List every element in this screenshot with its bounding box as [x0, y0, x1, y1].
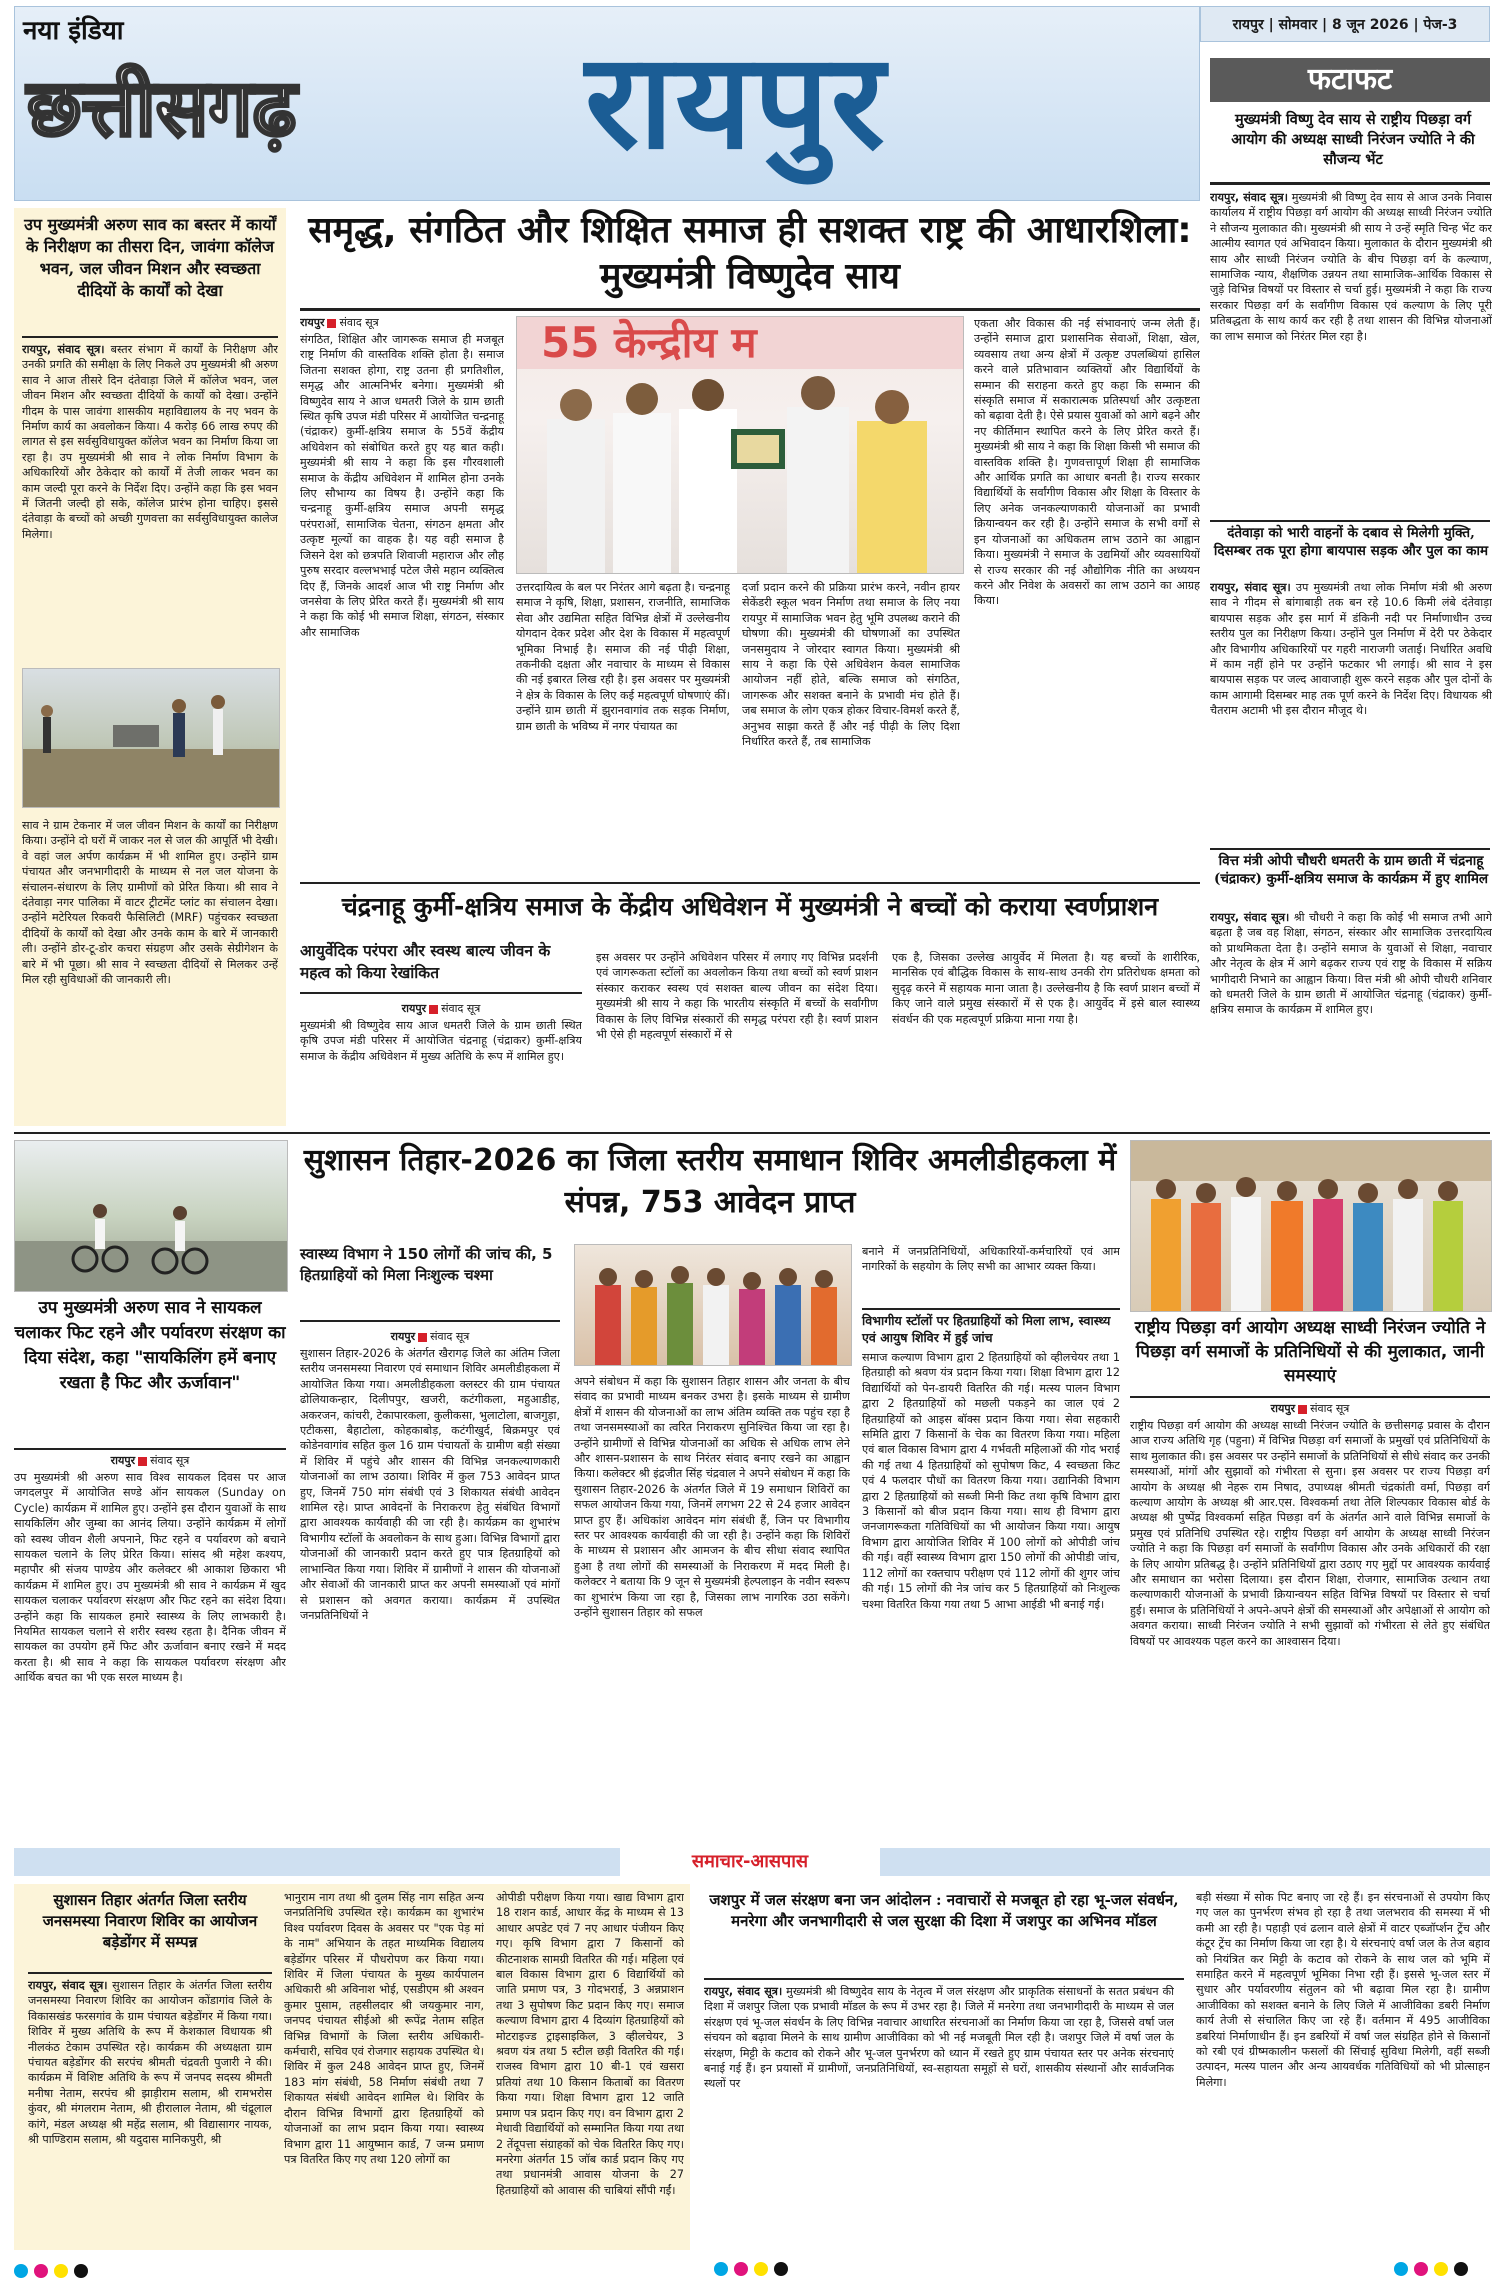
- cycle-body: रायपुर संवाद सूत्र उप मुख्यमंत्री श्री अरुण साव विश्व सायकल दिवस पर आज जगदलपुर में आयोजित सण्डे ऑन सायकल (Sunday on Cycle) कार्यक्रम में शामिल हुए। उन्होंने इस दौरान युवाओं के साथ सायकिलिंग और जुम्बा का आनंद लिया। उन्होंने कार्यक्रम में लोगों को स्वस्थ जीवन शैली अपनाने, फिट रहने व पर्यावरण को बचाने सायकल चलाने के लिए प्रेरित किया। सांसद श्री महेश कश्यप, महापौर श्री संजय पाण्डेय और कलेक्टर श्री आकाश छिकारा भी कार्यक्रम में शामिल हुए। उप मुख्यमंत्री श्री साव ने कार्यक्रम में खुद सायकल चलाकर पर्यावरण संरक्षण और फिट रहने का संदेश दिया। उन्होंने कहा कि सायकल हमारे स्वास्थ्य के लिए लाभकारी है। नियमित सायकल चलाने से शरीर स्वस्थ रहता है। दैनिक जीवन में सायकल का उपयोग हमें फिट और ऊर्जावान बनाए रखने में मदद करता है। श्री साव ने कहा कि सायकल पर्यावरण संरक्षण और आर्थिक बचत का भी एक सरल माध्यम है।: [14, 1454, 286, 1685]
- swarn-byline: रायपुर संवाद सूत्र: [401, 1002, 481, 1015]
- lead-col-3: दर्जा प्रदान करने की प्रक्रिया प्रारंभ करने, नवीन हायर सेकेंडरी स्कूल भवन निर्माण तथा समाज के लिए नया रायपुर में सामाजिक भवन हेतु भूमि उपलब्ध कराने की घोषणा की। मुख्यमंत्री की घोषणाओं का उपस्थित जनसमुदाय ने जोरदार स्वागत किया। मुख्यमंत्री श्री साय ने कहा कि ऐसे अधिवेशन केवल सामाजिक आयोजन नहीं होते, बल्कि समाज को संगठित, जागरूक और सशक्त बनाने के प्रभावी मंच होते हैं। जब समाज के लोग एकत्र होकर विचार-विमर्श करते हैं, अनुभव साझा करते हैं और नई पीढ़ी के लिए दिशा निर्धारित करते हैं, तब सामाजिक: [742, 581, 960, 749]
- sushasan-headline: सुशासन तिहार-2026 का जिला स्तरीय समाधान शिविर अमलीडीहकला में संपन्न, 753 आवेदन प्राप्त: [303, 1143, 1117, 1220]
- aaspaas-story2-rule: [704, 1978, 1184, 1980]
- cycle-photo-art: [15, 1141, 287, 1291]
- aaspaas-story1-col-3: ओपीडी परीक्षण किया गया। खाद्य विभाग द्वारा 18 राशन कार्ड, आधार केंद्र के माध्यम से 13 आधार अपडेट एवं 7 नए आधार पंजीयन किए गए। कृषि विभाग द्वारा 7 किसानों को कीटनाशक सामग्री वितरित की गई। महिला एवं बाल विकास विभाग द्वारा 6 विद्यार्थियों को जाति प्रमाण पत्र, 3 गोदभराई, 3 अन्नप्राशन तथा 3 सुपोषण किट प्रदान किए गए। समाज कल्याण विभाग द्वारा 4 दिव्यांग हितग्राहियों को मोटराइज्ड ट्राइसाइकिल, 3 व्हीलचेयर, 3 श्रवण यंत्र तथा 5 स्टील छड़ी वितरित की गई। राजस्व विभाग द्वारा 10 बी-1 एवं खसरा प्रतियां तथा 10 किसान किताबों का वितरण किया गया। शिक्षा विभाग द्वारा 12 जाति प्रमाण पत्र प्रदान किए गए। वन विभाग द्वारा 2 मेधावी विद्यार्थियों को सम्मानित किया गया तथा 2 तेंदूपत्ता संग्राहकों को चेक वितरित किए गए। मनरेगा अंतर्गत 15 जॉब कार्ड प्रदान किए गए तथा प्रधानमंत्री आवास योजना के 27 हितग्राहियों को आवास की चाबियां सौंपी गईं।: [496, 1891, 684, 2197]
- lead-headline: समृद्ध, संगठित और शिक्षित समाज ही सशक्त राष्ट्र की आधारशिला: मुख्यमंत्री विष्णुदेव साय: [308, 210, 1192, 297]
- sushasan-photo-art: [575, 1245, 851, 1365]
- swarn-col-3: एक है, जिसका उल्लेख आयुर्वेद में मिलता है। यह बच्चों के शारीरिक, मानसिक एवं बौद्धिक विकास के साथ-साथ उनकी रोग प्रतिरोधक क्षमता को सुदृढ़ करने में सहायक माना जाता है। उल्लेखनीय है कि स्वर्ण प्राशन बच्चों में किए जाने वाले प्रमुख संस्कारों में से एक है। आयुर्वेद में इसे बाल स्वास्थ्य संवर्धन की एक महत्वपूर्ण प्रक्रिया माना गया है।: [892, 951, 1200, 1026]
- niranjan-byline: रायपुर संवाद सूत्र: [1270, 1402, 1350, 1415]
- phatafat-lead-headline: मुख्यमंत्री विष्णु देव साय से राष्ट्रीय पिछड़ा वर्ग आयोग की अध्यक्ष साध्वी निरंजन ज्योति ने की सौजन्य भेंट: [1231, 111, 1475, 168]
- sushasan-col3-rule: [862, 1308, 1120, 1310]
- cycle-byline: रायपुर संवाद सूत्र: [110, 1454, 190, 1467]
- sav-college-photo: [22, 668, 280, 808]
- cycle-rule: [14, 1448, 286, 1450]
- masthead: [14, 6, 1200, 201]
- sushasan-col-1: रायपुर संवाद सूत्र सुशासन तिहार-2026 के अंतर्गत खैरागढ़ जिले का अंतिम जिला स्तरीय जनसमस्या निवारण एवं समाधान शिविर अमलीडीहकला में आयोजित किया गया। अमलीडीहकला क्लस्टर की ग्राम पंचायत ढोलियाकन्हार, दिलीपपुर, खजरी, कटंगीकला, महुआडीह, अकरजन, कांचरी, टेकापारकला, कुलीकसा, भुलाटोला, बाजगुड़ा, एटीकसा, बैहाटोला, कोहकाबोड़, कटंगीखुर्द, बिक्रमपुर एवं कोडेनवागांव सहित कुल 16 ग्राम पंचायतों के ग्रामीण बड़ी संख्या में शिविर में पहुंचे और शासन की विभिन्न जनकल्याणकारी योजनाओं का लाभ उठाया। शिविर में कुल 753 आवेदन प्राप्त हुए, जिनमें 750 मांग संबंधी एवं 3 शिकायत संबंधी आवेदन शामिल रहे। प्राप्त आवेदनों के निराकरण हेतु संबंधित विभागों द्वारा आवश्यक कार्यवाही की जा रही है। कार्यक्रम का शुभारंभ विभागीय स्टॉलों के अवलोकन के साथ हुआ। विभिन्न विभागों द्वारा योजनाओं की जानकारी प्रदान करते हुए पात्र हितग्राहियों को लाभान्वित किया गया। शिविर में ग्रामीणों ने शासन की योजनाओं और सेवाओं की जानकारी प्राप्त कर अपनी समस्याओं एवं मांगों से प्रशासन को अवगत कराया। कार्यक्रम में उपस्थित जनप्रतिनिधियों ने: [300, 1330, 560, 1622]
- phatafat-lead-rule: [1210, 182, 1490, 185]
- niranjan-photo-art: [1131, 1141, 1491, 1311]
- phatafat-third-headline: वित्त मंत्री ओपी चौधरी धमतरी के ग्राम छाती में चंद्रनाहू (चंद्राकर) कुर्मी-क्षत्रिय समाज के कार्यक्रम में हुए शामिल: [1213, 853, 1489, 887]
- city-title: रायपुर: [585, 25, 887, 179]
- sav-body-1: रायपुर, संवाद सूत्र। बस्तर संभाग में कार्यों के निरीक्षण और उनकी प्रगति की समीक्षा के लिए निकले उप मुख्यमंत्री श्री अरुण साव ने आज तीसरे दिन दंतेवाड़ा जिले में कॉलेज भवन, जल जीवन मिशन और स्वच्छता दीदियों के कार्यों को देखा। उन्होंने गीदम के पास जावंगा शासकीय महाविद्यालय के नए भवन के निर्माण कार्य का अवलोकन किया। 4 करोड़ 66 लाख रुपए की लागत से इस सर्वसुविधायुक्त कॉलेज भवन का निर्माण किया जा रहा है। उप मुख्यमंत्री श्री साव ने लोक निर्माण विभाग के अधिकारियों और ठेकेदार को कार्यों में तेजी लाकर भवन का काम जल्दी पूरा करने के निर्देश दिए। उन्होंने कहा कि इस भवन में जितनी जल्दी हो सके, कॉलेज प्रारंभ होना चाहिए। इससे दंतेवाड़ा के बच्चों को अच्छी गुणवत्ता का सर्वसुविधायुक्त कालेज मिलेगा।: [22, 343, 278, 541]
- footer-bar: [14, 2262, 1490, 2280]
- registration-dot-yellow-3: [1434, 2262, 1448, 2276]
- phatafat-second-headline: दंतेवाड़ा को भारी वाहनों के दबाव से मिलेगी मुक्ति, दिसम्बर तक पूरा होगा बायपास सड़क और पुल का काम: [1213, 525, 1489, 559]
- sav-rule: [22, 336, 278, 338]
- registration-dot-cyan-3: [1394, 2262, 1408, 2276]
- sav-body-2: साव ने ग्राम टेकनार में जल जीवन मिशन के कार्यों का निरीक्षण किया। उन्होंने दो घरों में जाकर नल से जल की आपूर्ति भी देखी। वे वहां जल अर्पण कार्यक्रम में भी शामिल हुए। उन्होंने ग्राम पंचायत और जनभागीदारी के माध्यम से नल जल योजना के संचालन-संधारण के लिए ग्रामीणों को प्रेरित किया। श्री साव ने दंतेवाड़ा नगर पालिका में वाटर ट्रीटमेंट प्लांट का संचालन देखा। उन्होंने मटेरियल रिकवरी फैसिलिटी (MRF) पहुंचकर स्वच्छता दीदियों के कार्यों को देखा और उनके काम के बारे में जानकारी ली। उन्होंने डोर-टू-डोर कचरा संग्रहण और उसके सेग्रीगेशन के बारे में भी पूछा। श्री साव ने स्वच्छता दीदियों से मिलकर उन्हें मिल रही सुविधाओं की जानकारी ली।: [22, 819, 278, 987]
- phatafat-third-body: रायपुर, संवाद सूत्र। श्री चौधरी ने कहा कि कोई भी समाज तभी आगे बढ़ता है जब वह शिक्षा, संगठन, संस्कार और सामाजिक उत्तरदायित्व को प्राथमिकता देता है। उन्होंने समाज के युवाओं से शिक्षा, नवाचार और नेतृत्व के क्षेत्र में आगे बढ़कर राज्य एवं राष्ट्र के विकास में सक्रिय भागीदारी निभाने का आह्वान किया। वित्त मंत्री श्री ओपी चौधरी शनिवार को धमतरी जिले के ग्राम छाती में आयोजित चंद्रनाहू (चंद्राकर) कुर्मी-क्षत्रिय समाज के कार्यक्रम में शामिल हुए।: [1210, 911, 1492, 1017]
- registration-bar-center: [714, 2262, 794, 2276]
- registration-dot-cyan-2: [714, 2262, 728, 2276]
- phatafat-second-body: रायपुर, संवाद सूत्र। उप मुख्यमंत्री तथा लोक निर्माण मंत्री श्री अरुण साव ने गीदम से बांगाबाड़ी तक बन रहे 10.6 किमी लंबे दंतेवाड़ा बायपास सड़क और इस मार्ग में डंकिनी नदी पर निर्माणाधीन उच्च स्तरीय पुल का निरीक्षण किया। उन्होंने पुल निर्माण में देरी पर ठेकेदार और विभागीय अधिकारियों पर गहरी नाराजगी जताई। निर्धारित अवधि में काम नहीं होने पर उन्होंने फटकार भी लगाई। श्री साव ने इस बायपास सड़क पर जल्द आवाजाही शुरू करने सड़क और पुल दोनों के काम आगामी दिसम्बर माह तक पूर्ण करने के निर्देश दिए। विधायक श्री चैतराम अटामी भी इस दौरान मौजूद थे।: [1210, 581, 1492, 718]
- swarn-subhead-box: [300, 940, 582, 994]
- lead-col-2: उत्तरदायित्व के बल पर निरंतर आगे बढ़ता है। चन्द्रनाहू समाज ने कृषि, शिक्षा, प्रशासन, राजनीति, सामाजिक सेवा और उद्यमिता सहित विभिन्न क्षेत्रों में उल्लेखनीय योगदान देकर प्रदेश और देश के विकास में महत्वपूर्ण भूमिका निभाई है। समाज की नई पीढ़ी शिक्षा, तकनीकी दक्षता और नवाचार के माध्यम से विकास की नई इबारत लिख रही है। इस अवसर पर मुख्यमंत्री ने क्षेत्र के विकास के लिए कई महत्वपूर्ण घोषणाएं कीं। उन्होंने ग्राम छाती में झुरानवागांव तक सड़क निर्माण, ग्राम छाती के भविष्य में नगर पंचायत का: [516, 581, 730, 733]
- sushasan-photo: [574, 1244, 852, 1366]
- registration-dot-yellow-2: [754, 2262, 768, 2276]
- aaspaas-story2-headline: जशपुर में जल संरक्षण बना जन आंदोलन : नवाचारों से मजबूत हो रहा भू-जल संवर्धन, मनरेगा और जनभागीदारी से जल सुरक्षा की दिशा में जशपुर का अभिनव मॉडल: [709, 1891, 1179, 1930]
- aaspaas-label: समाचार-आसपास: [620, 1848, 880, 1876]
- lead-byline: रायपुर संवाद सूत्र: [300, 316, 379, 329]
- niranjan-photo: [1130, 1140, 1492, 1312]
- sushasan-col-3-body: समाज कल्याण विभाग द्वारा 2 हितग्राहियों को व्हीलचेयर तथा 1 हितग्राही को श्रवण यंत्र प्रदान किया गया। शिक्षा विभाग द्वारा 12 विद्यार्थियों को पेन-डायरी वितरित की गई। मत्स्य पालन विभाग द्वारा 2 हितग्राहियों को मछली पकड़ने का जाल एवं 2 हितग्राहियों को आइस बॉक्स प्रदान किया गया। सेवा सहकारी समिति द्वारा 7 किसानों के चेक का वितरण किया गया। महिला एवं बाल विकास विभाग द्वारा 4 गर्भवती महिलाओं की गोद भराई की गई तथा 4 हितग्राहियों को सुपोषण किट, 4 स्वच्छता किट एवं 4 फलदार पौधों का वितरण किया गया। उद्यानिकी विभाग द्वारा 2 हितग्राहियों को सब्जी मिनी किट तथा कृषि विभाग द्वारा 3 किसानों को बीज प्रदान किया गया। साथ ही विभाग द्वारा जनजागरूकता गतिविधियों का भी आयोजन किया गया। आयुष विभाग द्वारा आयोजित शिविर में 100 लोगों को ओपीडी जांच की गई। वहीं स्वास्थ्य विभाग द्वारा 150 लोगों की ओपीडी जांच, 112 लोगों का रक्तचाप परीक्षण एवं 112 लोगों की शुगर जांच की गई। 15 लोगों की नेत्र जांच कर 5 हितग्राहियों को निःशुल्क चश्मा वितरित किया गया तथा 5 आभा आईडी भी बनाई गई।: [862, 1351, 1120, 1611]
- registration-dot-black-2: [774, 2262, 788, 2276]
- cycle-headline: उप मुख्यमंत्री अरुण साव ने सायकल चलाकर फिट रहने और पर्यावरण संरक्षण का दिया संदेश, कहा "सायकिलिंग हमें बनाए रखता है फिट और ऊर्जावान": [14, 1298, 286, 1393]
- lead-rule: [300, 308, 1200, 311]
- swarn-subhead: आयुर्वेदिक परंपरा और स्वस्थ बाल्य जीवन के महत्व को किया रेखांकित: [300, 942, 551, 982]
- swarn-headline: चंद्रनाहू कुर्मी-क्षत्रिय समाज के केंद्रीय अधिवेशन में मुख्यमंत्री ने बच्चों को कराया स्वर्णप्राशन: [341, 892, 1159, 921]
- registration-dot-yellow: [54, 2264, 68, 2278]
- sushasan-subhead: स्वास्थ्य विभाग ने 150 लोगों की जांच की, 5 हितग्राहियों को मिला निःशुल्क चश्मा: [300, 1245, 553, 1284]
- dateline: रायपुर | सोमवार | 8 जून 2026 | पेज-3: [1200, 6, 1490, 42]
- lead-photo-banner: 55 केन्द्रीय म: [517, 317, 963, 369]
- aaspaas-story1-rule: [28, 1972, 272, 1974]
- niranjan-rule: [1130, 1396, 1490, 1398]
- lead-col-1: रायपुर संवाद सूत्र संगठित, शिक्षित और जागरूक समाज ही मजबूत राष्ट्र निर्माण की वास्तविक शक्ति होता है। समाज जितना सशक्त होगा, राष्ट्र उतना ही प्रगतिशील, समृद्ध और आत्मनिर्भर बनेगा। मुख्यमंत्री श्री विष्णुदेव साय ने आज धमतरी जिले के ग्राम छाती स्थित कृषि उपज मंडी परिसर में आयोजित चन्द्रनाहू (चंद्राकर) कुर्मी-क्षत्रिय समाज के 55वें केंद्रीय अधिवेशन को संबोधित करते हुए यह बात कही। मुख्यमंत्री श्री साय ने कहा कि इस गौरवशाली समाज के केंद्रीय अधिवेशन में शामिल होना उनके लिए सौभाग्य का विषय है। उन्होंने कहा कि चन्द्रनाहू कुर्मी-क्षत्रिय समाज अपनी समृद्ध परंपराओं, सामाजिक चेतना, संगठन क्षमता और उत्कृष्ट मूल्यों का वाहक है। यह वही समाज है जिसने देश को छत्रपति शिवाजी महाराज और लौह पुरुष सरदार वल्लभभाई पटेल जैसे महान व्यक्तित्व दिए हैं, जिनके आदर्श आज भी राष्ट्र निर्माण और जनसेवा के लिए प्रेरित करते हैं। मुख्यमंत्री श्री साय ने कहा कि कोई भी समाज शिक्षा, संगठन, संस्कार और सामाजिक: [300, 316, 504, 639]
- lead-col-4: एकता और विकास की नई संभावनाएं जन्म लेती हैं। उन्होंने समाज द्वारा प्रशासनिक सेवाओं, शिक्षा, खेल, व्यवसाय तथा अन्य क्षेत्रों में उत्कृष्ट उपलब्धियां हासिल करने वाले प्रतिभावान व्यक्तियों और विद्यार्थियों के सम्मान की सराहना करते हुए कहा कि सम्मान की संस्कृति समाज में सकारात्मक प्रतिस्पर्धा और उत्कृष्टता को बढ़ावा देती है। ऐसे प्रयास युवाओं को आगे बढ़ने और नए कीर्तिमान स्थापित करने के लिए प्रेरित करते हैं। मुख्यमंत्री श्री साय ने कहा कि शिक्षा किसी भी समाज की वास्तविक शक्ति है। गुणवत्तापूर्ण शिक्षा ही सामाजिक और आर्थिक प्रगति का आधार बनती है। राज्य सरकार विद्यार्थियों के सर्वांगीण विकास और शिक्षा के विस्तार के लिए अनेक जनकल्याणकारी योजनाओं का प्रभावी क्रियान्वयन कर रही है। उन्होंने समाज के सभी वर्गों से इन योजनाओं का अधिकतम लाभ उठाने का आह्वान किया। मुख्यमंत्री ने समाज के उद्यमियों और व्यवसायियों से राज्य सरकार की नई औद्योगिक नीति का अध्ययन करने और निवेश के अवसरों का लाभ उठाने का आग्रह किया।: [974, 317, 1200, 608]
- state-logo: छत्तीसगढ़: [27, 63, 297, 154]
- phatafat-lead-body: रायपुर, संवाद सूत्र। मुख्यमंत्री श्री विष्णु देव साय से आज उनके निवास कार्यालय में राष्ट्रीय पिछड़ा वर्ग आयोग की अध्यक्ष साध्वी निरंजन ज्योति ने सौजन्य मुलाकात की। मुख्यमंत्री श्री साय ने उन्हें स्मृति चिन्ह भेंट कर आत्मीय स्वागत एवं अभिवादन किया। मुलाकात के दौरान मुख्यमंत्री श्री साय और साध्वी निरंजन ज्योति के बीच पिछड़ा वर्ग के कल्याण, सामाजिक न्याय, शैक्षणिक उन्नयन तथा सामाजिक-आर्थिक विकास से जुड़े विभिन्न विषयों पर विस्तार से चर्चा हुई। मुख्यमंत्री ने कहा कि राज्य सरकार पिछड़ा वर्ग के सर्वांगीण विकास एवं कल्याण के लिए पूरी प्रतिबद्धता के साथ कार्य कर रही है तथा शासन की विभिन्न योजनाओं का लाभ समाज को निरंतर मिल रहा है।: [1210, 191, 1492, 343]
- registration-dot-black: [74, 2264, 88, 2278]
- lead-photo: [516, 316, 964, 574]
- sushasan-byline: रायपुर संवाद सूत्र: [390, 1330, 470, 1343]
- registration-dot-magenta-3: [1414, 2262, 1428, 2276]
- sushasan-col-3-top: बनाने में जनप्रतिनिधियों, अधिकारियों-कर्मचारियों एवं आम नागरिकों के सहयोग के लिए सभी का आभार व्यक्त किया।: [862, 1245, 1120, 1274]
- swarn-col-1: रायपुर संवाद सूत्र मुख्यमंत्री श्री विष्णुदेव साय आज धमतरी जिले के ग्राम छाती स्थित कृषि उपज मंडी परिसर में आयोजित चंद्रनाहू (चंद्राकर) कुर्मी-क्षत्रिय समाज के केंद्रीय अधिवेशन में मुख्य अतिथि के रूप में शामिल हुए।: [300, 1002, 582, 1063]
- lead-photo-art: [517, 369, 963, 573]
- sushasan-subhead-box: [300, 1244, 560, 1322]
- aaspaas-story1-col-2: भानुराम नाग तथा श्री दुलम सिंह नाग सहित अन्य जनप्रतिनिधि उपस्थित रहे। कार्यक्रम का शुभारंभ विश्व पर्यावरण दिवस के अवसर पर "एक पेड़ मां के नाम" अभियान के तहत माध्यमिक विद्यालय बड़ेडोंगर परिसर में पौधरोपण कर किया गया। शिविर में जिला पंचायत के मुख्य कार्यपालन अधिकारी श्री अविनाश भोई, एसडीएम श्री अश्वन कुमार पुसाम, तहसीलदार श्री जयकुमार नाग, जनपद पंचायत सीईओ श्री रूपेंद्र नेताम सहित विभिन्न विभागों के जिला स्तरीय अधिकारी-कर्मचारी, सचिव एवं रोजगार सहायक उपस्थित थे। शिविर में कुल 248 आवेदन प्राप्त हुए, जिनमें 183 मांग संबंधी, 58 निर्माण संबंधी तथा 7 शिकायत संबंधी आवेदन शामिल थे। शिविर के दौरान विभिन्न विभागों द्वारा हितग्राहियों को योजनाओं का लाभ प्रदान किया गया। स्वास्थ्य विभाग द्वारा 11 आयुष्मान कार्ड, 7 जन्म प्रमाण पत्र वितरित किए गए तथा 120 लोगों का: [284, 1891, 484, 2166]
- brand-logo: नया इंडिया: [23, 16, 124, 46]
- aaspaas-story2-col-1: रायपुर, संवाद सूत्र। मुख्यमंत्री श्री विष्णुदेव साय के नेतृत्व में जल संरक्षण और प्राकृतिक संसाधनों के सतत प्रबंधन की दिशा में जशपुर जिला एक प्रभावी मॉडल के रूप में उभर रहा है। जिले में मनरेगा तथा जनभागीदारी के माध्यम से जल संरक्षण एवं भू-जल संवर्धन के लिए विभिन्न नवाचार आधारित संरचनाओं का निर्माण किया जा रहा है, जिससे वर्षा जल संचयन को बढ़ावा मिलने के साथ ग्रामीण आजीविका को भी नई मजबूती मिल रही है। जशपुर जिले में वर्षा जल के संरक्षण, मिट्टी के कटाव को रोकने और भू-जल पुनर्भरण को ध्यान में रखते हुए ग्राम पंचायत स्तर पर अनेक संरचनाएं बनाई गई हैं। इन प्रयासों में ग्रामीणों, जनप्रतिनिधियों, स्व-सहायता समूहों से घरों, शासकीय संस्थानों और सार्वजनिक स्थलों पर: [704, 1985, 1174, 2091]
- registration-dot-black-3: [1454, 2262, 1468, 2276]
- registration-dot-magenta: [34, 2264, 48, 2278]
- phatafat-rule-2: [1210, 848, 1490, 850]
- phatafat-rule-1: [1210, 520, 1490, 522]
- sushasan-col-2: अपने संबोधन में कहा कि सुशासन तिहार शासन और जनता के बीच संवाद का प्रभावी माध्यम बनकर उभरा है। इसके माध्यम से ग्रामीण क्षेत्रों में शासन की योजनाओं का लाभ अंतिम व्यक्ति तक पहुंच रहा है तथा जनसमस्याओं का त्वरित निराकरण सुनिश्चित किया जा रहा है। उन्होंने ग्रामीणों से विभिन्न योजनाओं का अधिक से अधिक लाभ लेने और शासन-प्रशासन के साथ निरंतर संवाद बनाए रखने का आह्वान किया। कलेक्टर श्री इंद्रजीत सिंह चंद्रवाल ने अपने संबोधन में कहा कि सुशासन तिहार-2026 के अंतर्गत जिले में 19 समाधान शिविरों का सफल आयोजन किया गया, जिनमें लगभग 22 से 24 हजार आवेदन प्राप्त हुए हैं। अधिकांश आवेदन मांग संबंधी हैं, जिन पर विभागीय स्तर पर आवश्यक कार्यवाही की जा रही है। उन्होंने कहा कि शिविरों के माध्यम से प्रशासन और आमजन के बीच सीधा संवाद स्थापित हुआ है तथा लोगों की समस्याओं के निराकरण में मदद मिली है। कलेक्टर ने बताया कि 9 जून से मुख्यमंत्री हेल्पलाइन के नवीन स्वरूप का शुभारंभ किया जा रहा है, जिसका लाभ नागरिक उठा सकेंगे। उन्होंने सुशासन तिहार को सफल: [574, 1375, 850, 1620]
- registration-dot-cyan: [14, 2264, 28, 2278]
- niranjan-headline: राष्ट्रीय पिछड़ा वर्ग आयोग अध्यक्ष साध्वी निरंजन ज्योति ने पिछड़ा वर्ग समाजों के प्रतिनिधियों से की मुलाकात, जानी समस्याएं: [1134, 1318, 1486, 1386]
- swarn-col-2: इस अवसर पर उन्होंने अधिवेशन परिसर में लगाए गए विभिन्न प्रदर्शनी एवं जागरूकता स्टॉलों का अवलोकन किया तथा बच्चों को स्वर्ण प्राशन संस्कार कराकर स्वस्थ एवं सशक्त बाल्य जीवन का संदेश दिया। मुख्यमंत्री श्री साय ने कहा कि भारतीय संस्कृति में बच्चों के सर्वांगीण विकास के लिए विभिन्न संस्कारों की समृद्ध परंपरा रही है। स्वर्ण प्राशन भी ऐसे ही महत्वपूर्ण संस्कारों में से: [596, 951, 878, 1042]
- swarn-rule: [300, 882, 1200, 884]
- aaspaas-story1-headline: सुशासन तिहार अंतर्गत जिला स्तरीय जनसमस्या निवारण शिविर का आयोजन बड़ेडोंगर में सम्पन्न: [42, 1891, 258, 1951]
- sushasan-col3-subhead: विभागीय स्टॉलों पर हितग्राहियों को मिला लाभ, स्वास्थ्य एवं आयुष शिविर में हुई जांच: [862, 1313, 1111, 1345]
- registration-dot-magenta-2: [734, 2262, 748, 2276]
- niranjan-body: रायपुर संवाद सूत्र राष्ट्रीय पिछड़ा वर्ग आयोग की अध्यक्ष साध्वी निरंजन ज्योति के छत्तीसगढ़ प्रवास के दौरान आज राज्य अतिथि गृह (पहुना) में विभिन्न पिछड़ा वर्ग समाजों के प्रमुखों एवं प्रतिनिधियों के साथ मुलाकात की। इस अवसर पर उन्होंने समाजों के प्रतिनिधियों से सीधे संवाद कर उनकी समस्याओं, मांगों और सुझावों को गंभीरता से सुना। इस अवसर पर राज्य पिछड़ा वर्ग आयोग के अध्यक्ष श्री नेहरू राम निषाद, उपाध्यक्ष श्रीमती चंद्रकांती वर्मा, पिछड़ा वर्ग कल्याण आयोग के अध्यक्ष श्री आर.एस. विश्वकर्मा तथा तेलि शिल्पकार विकास बोर्ड के अध्यक्ष श्री पुष्पेंद्र विश्वकर्मा सहित पिछड़ा वर्ग के अंतर्गत आने वाले विभिन्न समाजों के प्रमुख एवं प्रतिनिधि उपस्थित रहे। राष्ट्रीय पिछड़ा वर्ग आयोग के अध्यक्ष साध्वी निरंजन ज्योति ने कहा कि पिछड़ा वर्ग समाजों के सर्वांगीण विकास और उनके अधिकारों की रक्षा के लिए आयोग प्रतिबद्ध है। उन्होंने प्रतिनिधियों द्वारा उठाए गए मुद्दों पर आवश्यक कार्यवाई और समाधान का भरोसा दिलाया। इस दौरान शिक्षा, रोजगार, सामाजिक उत्थान तथा कल्याणकारी योजनाओं के प्रभावी क्रियान्वयन सहित विभिन्न विषयों पर विस्तार से चर्चा हुई। समाज के प्रतिनिधियों ने अपने-अपने क्षेत्रों की समस्याओं और अपेक्षाओं से आयोग को अवगत कराया। साध्वी निरंजन ज्योति ने सभी सुझावों को गंभीरता से लेते हुए संबंधित विषयों पर आवश्यक पहल करने का आश्वासन दिया।: [1130, 1402, 1490, 1648]
- phatafat-header: फटाफट: [1210, 58, 1490, 102]
- aaspaas-story2-col-2: बड़ी संख्या में सोक पिट बनाए जा रहे हैं। इन संरचनाओं से उपयोग किए गए जल का पुनर्भरण संभव हो रहा है तथा जलभराव की समस्या में भी कमी आ रही है। पहाड़ी एवं ढलान वाले क्षेत्रों में वाटर एब्जॉर्प्शन ट्रेंच और कंटूर ट्रेंच का निर्माण किया जा रहा है। ये संरचनाएं वर्षा जल के तेज बहाव को नियंत्रित कर मिट्टी के कटाव को रोकने के साथ जल को भूमि में समाहित करने में महत्वपूर्ण भूमिका निभा रही हैं। इससे भू-जल स्तर में सुधार और पर्यावरणीय संतुलन को भी बढ़ावा मिल रहा है। ग्रामीण आजीविका को सशक्त बनाने के लिए जिले में आजीविका डबरी निर्माण कार्य तेजी से संचालित किए जा रहे हैं। वर्तमान में 495 आजीविका डबरियां निर्माणाधीन हैं। इन डबरियों में वर्षा जल संग्रहित होने से किसानों को रबी एवं ग्रीष्मकालीन फसलों की सिंचाई सुविधा मिलेगी, वहीं सब्जी उत्पादन, मत्स्य पालन और अन्य आयवर्धक गतिविधियों को भी प्रोत्साहन मिलेगा।: [1196, 1891, 1490, 2089]
- registration-bar-right: [1394, 2262, 1474, 2276]
- sav-headline: उप मुख्यमंत्री अरुण साव का बस्तर में कार्यों के निरीक्षण का तीसरा दिन, जावंगा कॉलेज भवन, जल जीवन मिशन और स्वच्छता दीदियों के कार्यों को देखा: [24, 215, 276, 300]
- sav-college-photo-art: [23, 669, 279, 807]
- mid-rule: [14, 1132, 1490, 1134]
- aaspaas-story1-col-1: रायपुर, संवाद सूत्र। सुशासन तिहार के अंतर्गत जिला स्तरीय जनसमस्या निवारण शिविर का आयोजन कोंडागांव जिले के विकासखंड फरसगांव के ग्राम पंचायत बड़ेडोंगर में किया गया। शिविर में मुख्य अतिथि के रूप में केशकाल विधायक श्री नीलकंठ टेकाम उपस्थित रहे। कार्यक्रम की अध्यक्षता ग्राम पंचायत बड़ेडोंगर की सरपंच श्रीमती चंद्रवती पुजारी ने की। कार्यक्रम में विशिष्ट अतिथि के रूप में जनपद सदस्य श्रीमती मनीषा नेताम, सरपंच श्री झाड़ीराम सलाम, श्री रामभरोस कुंवर, श्री मंगलराम नेताम, श्री हीरालाल नेताम, श्री चंद्रूलाल कांगे, मंडल अध्यक्ष श्री महेंद्र सलाम, श्री विद्यासागर नायक, श्री पाण्डिराम सलाम, श्री यदुदास मानिकपुरी, श्री: [28, 1979, 272, 2147]
- cycle-photo: [14, 1140, 288, 1292]
